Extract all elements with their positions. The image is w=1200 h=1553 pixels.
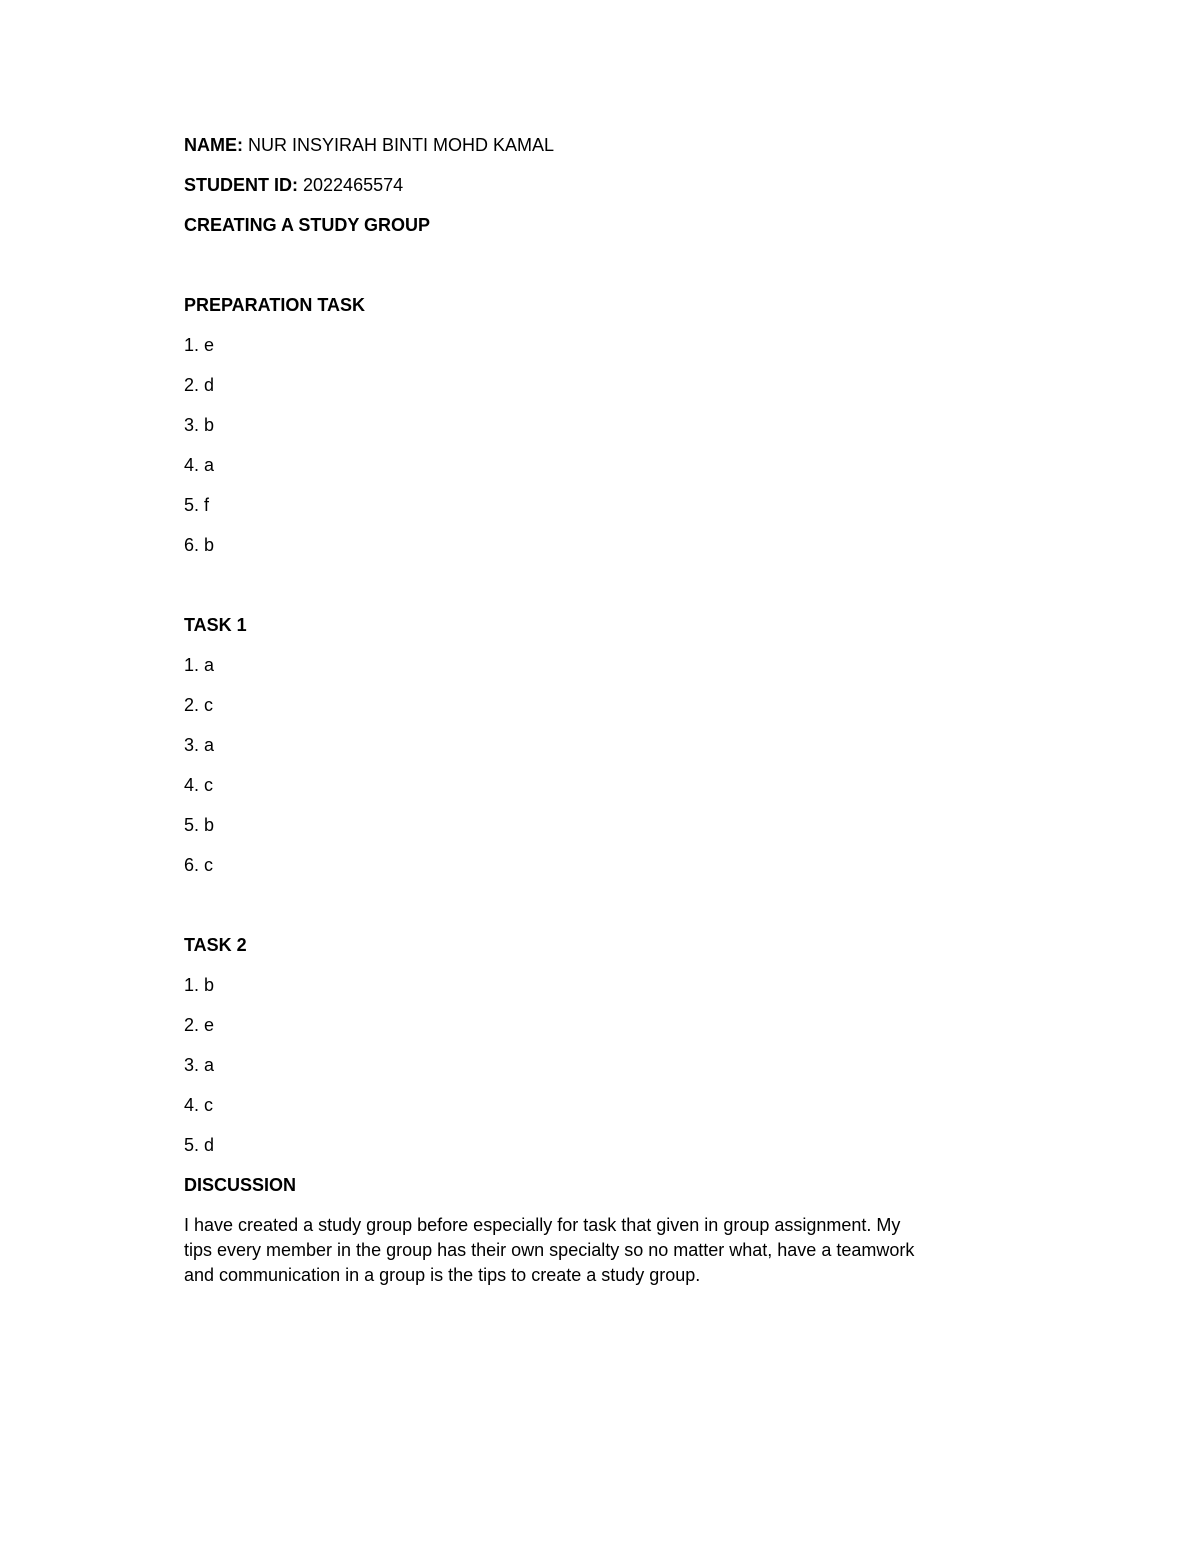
task1-heading: TASK 1 (184, 615, 247, 635)
document-content (184, 133, 1024, 1288)
answer-item: 2. d (184, 375, 215, 395)
task2-heading: TASK 2 (184, 935, 247, 955)
preparation-task-answers (184, 333, 1024, 557)
answer-item: 3. a (184, 1055, 215, 1075)
preparation-task-heading: PREPARATION TASK (184, 295, 366, 315)
answer-item: 1. e (184, 335, 215, 355)
answer-item: 6. b (184, 535, 215, 555)
student-id-line (184, 173, 1024, 197)
answer-item: 5. b (184, 815, 215, 835)
task2-answers (184, 973, 1024, 1157)
answer-item: 4. c (184, 775, 214, 795)
answer-item: 3. a (184, 735, 215, 755)
document-title: CREATING A STUDY GROUP (184, 215, 431, 235)
answer-item: 2. e (184, 1015, 215, 1035)
name-label: NAME: (184, 135, 243, 155)
discussion-line: tips every member in the group has their own specialty so no matter what, have a teamwork (184, 1240, 915, 1260)
spacer (184, 573, 1024, 613)
discussion-heading: DISCUSSION (184, 1175, 297, 1195)
answer-item: 3. b (184, 415, 215, 435)
discussion-paragraph (184, 1213, 1014, 1288)
student-id-label: STUDENT ID: (184, 175, 298, 195)
discussion-line: and communication in a group is the tips to create a study group. (184, 1265, 701, 1285)
name-line (184, 133, 1024, 157)
answer-item: 1. a (184, 655, 215, 675)
spacer (184, 253, 1024, 293)
answer-item: 6. c (184, 855, 214, 875)
name-value: NUR INSYIRAH BINTI MOHD KAMAL (248, 135, 555, 155)
answer-item: 5. f (184, 495, 210, 515)
spacer (184, 893, 1024, 933)
task1-answers (184, 653, 1024, 877)
answer-item: 5. d (184, 1135, 215, 1155)
answer-item: 2. c (184, 695, 214, 715)
discussion-line: I have created a study group before especially for task that given in group assignment. My (184, 1215, 901, 1235)
answer-item: 4. a (184, 455, 215, 475)
answer-item: 1. b (184, 975, 215, 995)
answer-item: 4. c (184, 1095, 214, 1115)
student-id-value: 2022465574 (303, 175, 404, 195)
